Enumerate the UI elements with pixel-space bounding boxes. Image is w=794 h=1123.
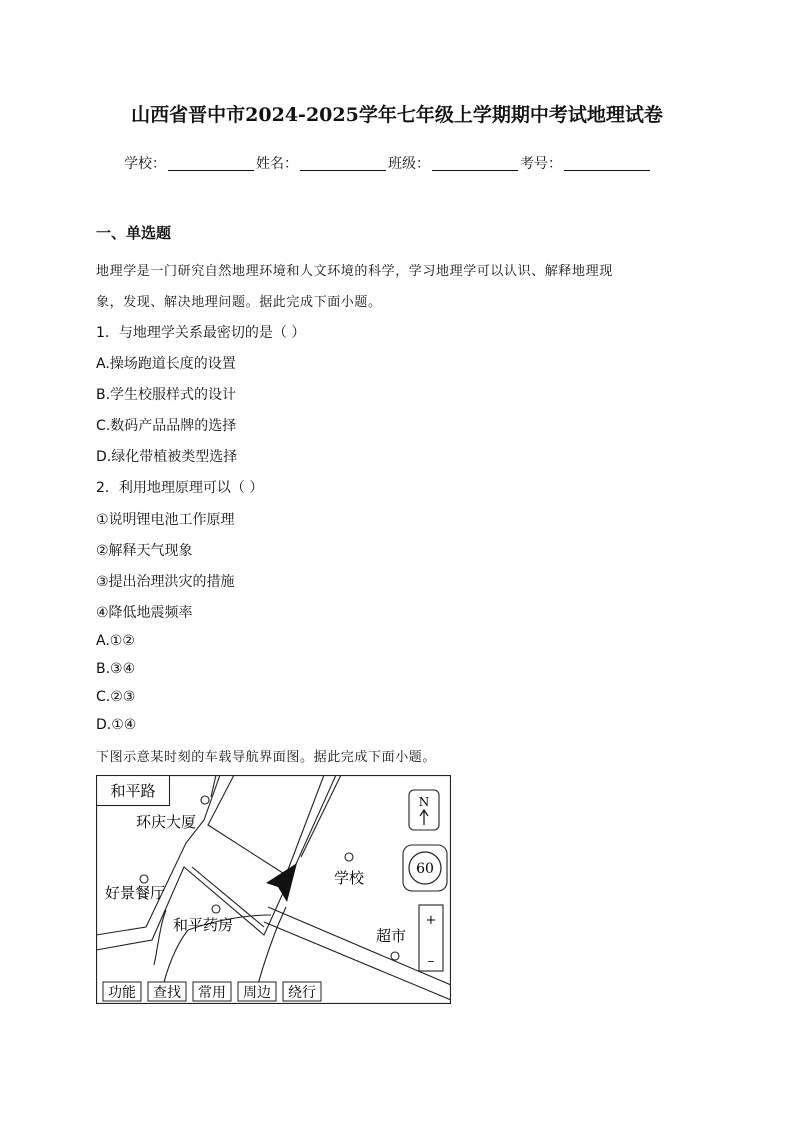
name-label: 姓名：	[256, 156, 298, 172]
question-1-option-a: A.操场跑道长度的设置	[96, 356, 236, 372]
question-2-stem: 2．利用地理原理可以（ ）	[96, 480, 264, 496]
question-1-option-c: C.数码产品品牌的选择	[96, 418, 237, 434]
question-2-option-a: A.①②	[96, 633, 135, 649]
marker-huanqing-tower	[201, 796, 209, 804]
question-1-stem: 1．与地理学关系最密切的是（ ）	[96, 325, 306, 341]
school-blank	[168, 156, 254, 171]
place-huanqing-tower: 环庆大厦	[135, 813, 197, 831]
road-label-text: 和平路	[110, 782, 156, 800]
class-blank	[432, 156, 518, 171]
exam-number-label: 考号：	[520, 156, 562, 172]
place-heping-pharmacy: 和平药房	[172, 916, 234, 934]
question-2-option-c: C.②③	[96, 689, 136, 705]
question-2-option-d: D.①④	[96, 717, 137, 733]
marker-supermarket	[391, 952, 399, 960]
marker-haojing-restaurant	[140, 875, 148, 883]
marker-school	[345, 853, 353, 861]
section-heading: 一、单选题	[96, 224, 172, 242]
map-button-bar	[103, 982, 321, 1001]
detour-button[interactable]: 绕行	[288, 985, 316, 1001]
north-label: N	[418, 795, 430, 809]
question-1-option-b: B.学生校服样式的设计	[96, 387, 237, 403]
place-supermarket: 超市	[375, 927, 407, 945]
question-1-option-d: D.绿化带植被类型选择	[96, 449, 238, 465]
nearby-button[interactable]: 周边	[243, 985, 271, 1001]
map-intro: 下图示意某时刻的车载导航界面图。据此完成下面小题。	[96, 750, 437, 765]
school-label: 学校：	[124, 156, 166, 172]
place-haojing-restaurant: 好景餐厅	[104, 884, 166, 902]
question-2-item-2: ②解释天气现象	[96, 543, 193, 559]
intro-line-1: 地理学是一门研究自然地理环境和人文环境的科学，学习地理学可以认识、解释地理现	[96, 264, 613, 279]
page-title: 山西省晋中市2024-2025学年七年级上学期期中考试地理试卷	[131, 104, 663, 126]
speed-limit-value: 60	[416, 861, 434, 877]
zoom-out-button[interactable]: –	[427, 954, 435, 969]
place-school: 学校	[333, 869, 365, 887]
name-blank	[300, 156, 386, 171]
question-2-item-4: ④降低地震频率	[96, 605, 193, 621]
navigation-map-figure	[96, 775, 451, 1004]
student-info-row	[124, 153, 652, 173]
question-2-option-b: B.③④	[96, 661, 136, 677]
question-2-item-1: ①说明锂电池工作原理	[96, 512, 235, 528]
zoom-in-button[interactable]: +	[425, 913, 437, 928]
class-label: 班级：	[388, 156, 430, 172]
common-button[interactable]: 常用	[198, 985, 226, 1001]
search-button[interactable]: 查找	[153, 985, 181, 1001]
function-button[interactable]: 功能	[108, 985, 136, 1001]
intro-line-2: 象，发现、解决地理问题。据此完成下面小题。	[96, 295, 382, 310]
question-2-item-3: ③提出治理洪灾的措施	[96, 574, 235, 590]
marker-heping-pharmacy	[212, 905, 220, 913]
exam-number-blank	[564, 156, 650, 171]
